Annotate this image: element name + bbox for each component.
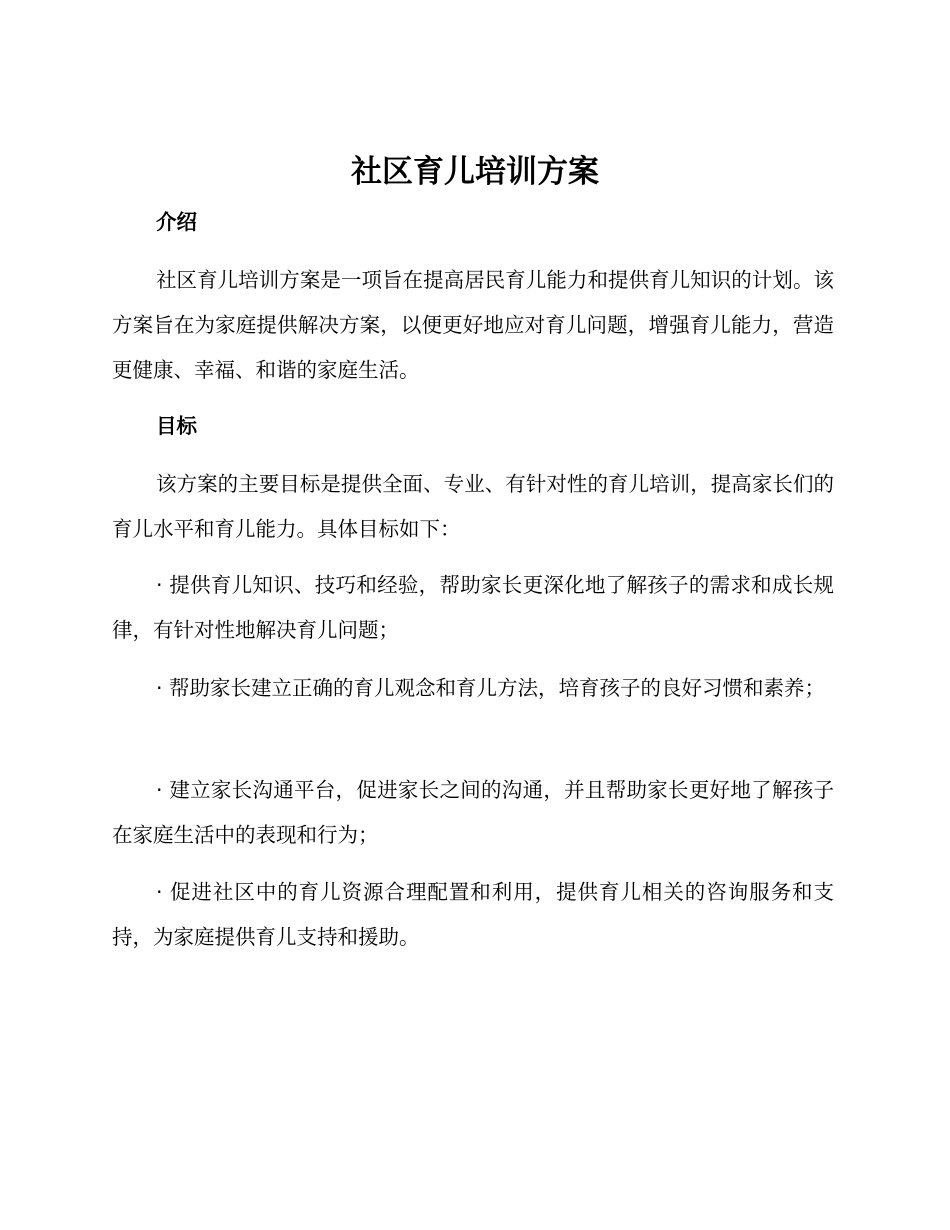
goal-bullet-item: · 建立家长沟通平台，促进家长之间的沟通，并且帮助家长更好地了解孩子在家庭生活中的表现和行为；	[112, 778, 834, 847]
goal-bullet-item: · 促进社区中的育儿资源合理配置和利用，提供育儿相关的咨询服务和支持，为家庭提供育儿支持和援助。	[112, 880, 834, 949]
goal-bullet-item: · 提供育儿知识、技巧和经验，帮助家长更深化地了解孩子的需求和成长规律，有针对性地解决育儿问题；	[112, 573, 834, 642]
intro-paragraph: 社区育儿培训方案是一项旨在提高居民育儿能力和提供育儿知识的计划。该方案旨在为家庭提供解决方案，以便更好地应对育儿问题，增强育儿能力，营造更健康、幸福、和谐的家庭生活。	[112, 268, 834, 382]
section-heading-goals: 目标	[156, 414, 197, 438]
goals-paragraph: 该方案的主要目标是提供全面、专业、有针对性的育儿培训，提高家长们的育儿水平和育儿能力。具体目标如下：	[112, 472, 834, 541]
document-title: 社区育儿培训方案	[351, 154, 599, 190]
section-heading-intro: 介绍	[156, 210, 197, 234]
goal-bullet-item: · 帮助家长建立正确的育儿观念和育儿方法，培育孩子的良好习惯和素养；	[156, 676, 826, 700]
